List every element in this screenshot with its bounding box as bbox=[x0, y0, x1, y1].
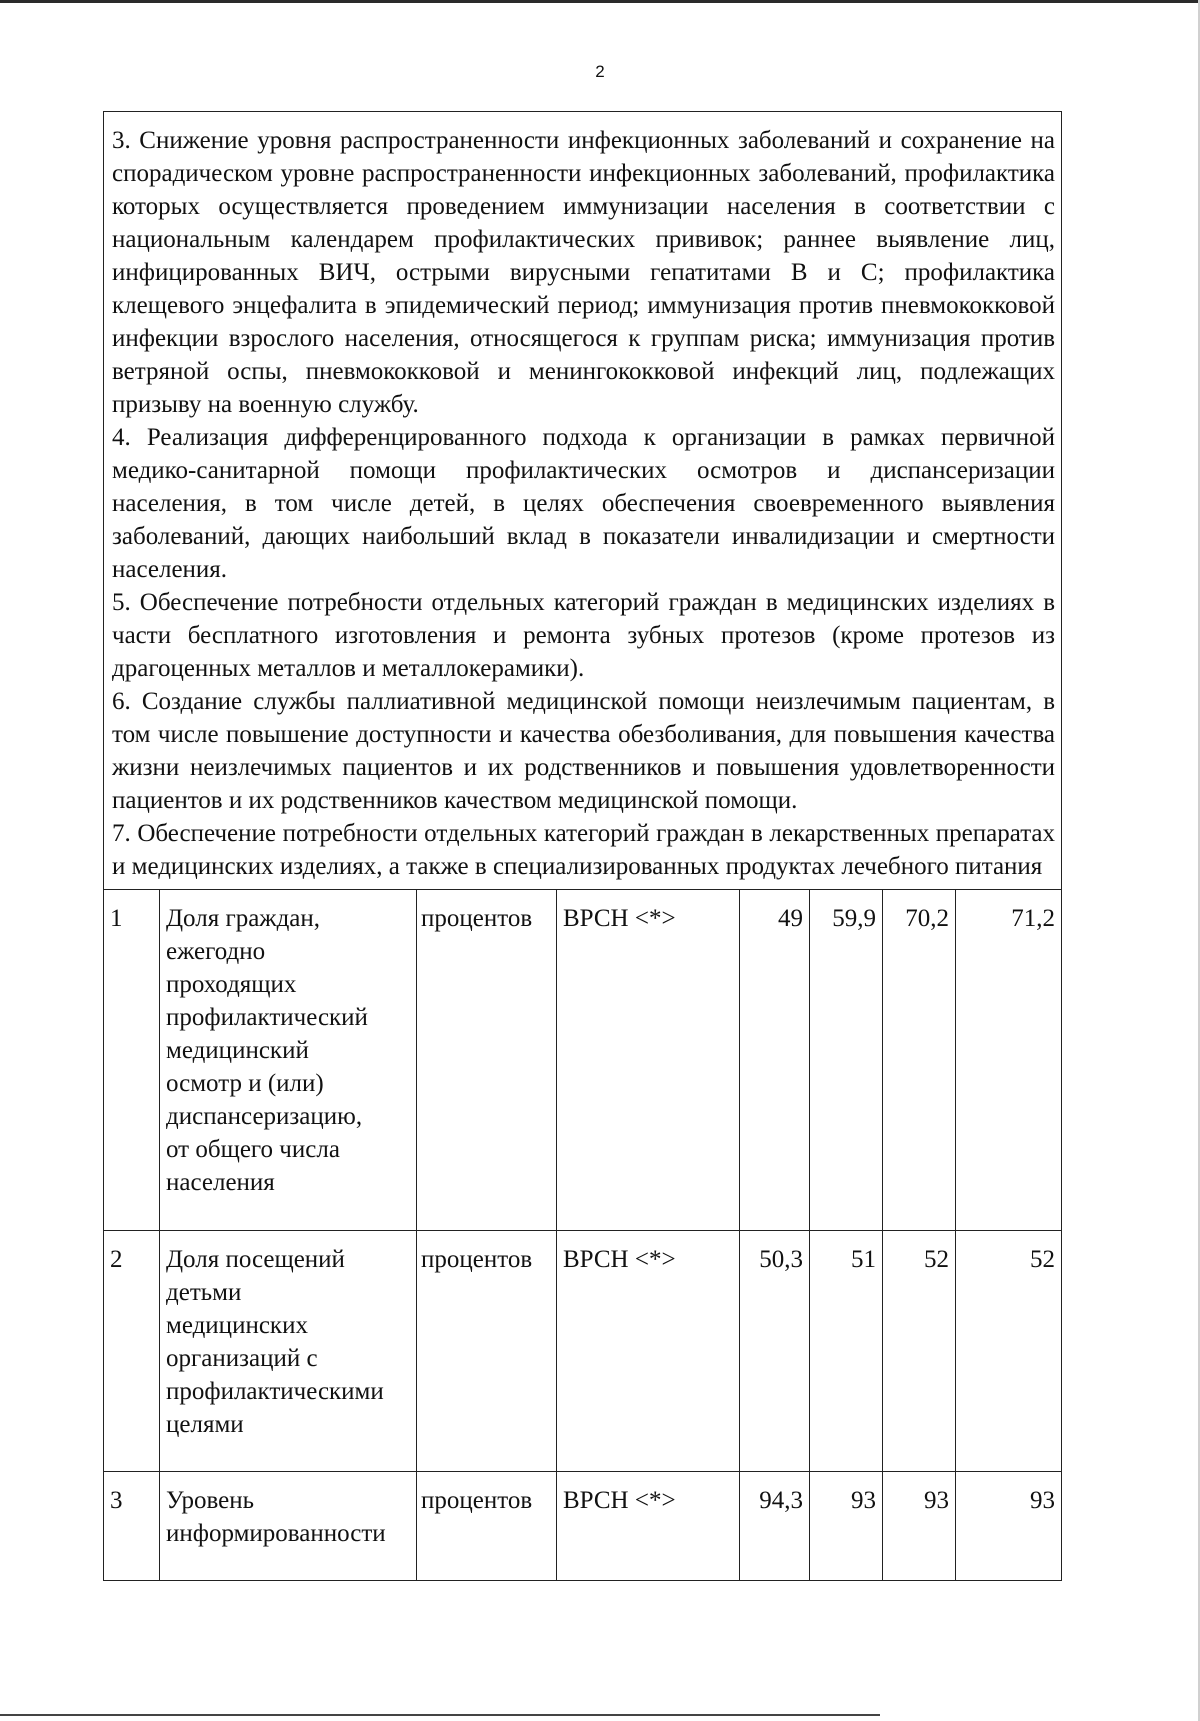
indicator-name-line: проходящих bbox=[166, 971, 297, 998]
value-cell: 51 bbox=[810, 1231, 883, 1472]
unit-cell: процентов bbox=[417, 1472, 557, 1581]
value-cell: 70,2 bbox=[883, 890, 956, 1231]
task-paragraph-5: 5. Обеспечение потребности отдельных категорий граждан в медицинских изделиях в части бесплатного изготовления и ремонта зубных протезов (кроме протезов из драгоценных металлов и металлокерамики). bbox=[112, 589, 1056, 682]
indicator-name-line: медицинских bbox=[166, 1312, 308, 1339]
indicator-name-line: Доля посещений bbox=[166, 1246, 345, 1273]
source-cell: ВРСН <*> bbox=[557, 890, 740, 1231]
indicator-name-line: диспансеризацию, bbox=[166, 1103, 363, 1130]
row-number: 1 bbox=[104, 890, 160, 1231]
value-cell: 93 bbox=[956, 1472, 1062, 1581]
page-number: 2 bbox=[595, 62, 605, 81]
value-cell: 50,3 bbox=[740, 1231, 810, 1472]
indicator-name-line: медицинский bbox=[166, 1037, 309, 1064]
indicator-name-line: Доля граждан, bbox=[166, 905, 321, 932]
intro-row bbox=[104, 112, 1062, 890]
indicator-name-line: целями bbox=[166, 1411, 244, 1438]
scan-top-edge bbox=[0, 0, 1200, 3]
indicator-name bbox=[160, 1231, 417, 1472]
row-number: 3 bbox=[104, 1472, 160, 1581]
indicator-name bbox=[160, 890, 417, 1231]
source-cell: ВРСН <*> bbox=[557, 1472, 740, 1581]
task-paragraph-6: 6. Создание службы паллиативной медицинской помощи неизлечимым пациентам, в том числе повышение доступности и качества обезболивания, для повышения качества жизни неизлечимых пациентов и их родственников и повышения удовлетворенности пациентов и их родственников качеством медицинской помощи. bbox=[112, 688, 1056, 814]
value-cell: 71,2 bbox=[956, 890, 1062, 1231]
value-cell: 52 bbox=[883, 1231, 956, 1472]
value-cell: 93 bbox=[810, 1472, 883, 1581]
indicator-name-line: Уровень bbox=[166, 1487, 255, 1514]
tasks-cell bbox=[104, 112, 1062, 890]
indicator-name-line: ежегодно bbox=[166, 938, 266, 965]
row-number: 2 bbox=[104, 1231, 160, 1472]
table-row bbox=[104, 1231, 1062, 1472]
value-cell: 59,9 bbox=[810, 890, 883, 1231]
indicator-name-line: детьми bbox=[166, 1279, 242, 1306]
value-cell: 93 bbox=[883, 1472, 956, 1581]
unit-cell: процентов bbox=[417, 890, 557, 1231]
indicator-name-line: осмотр и (или) bbox=[166, 1070, 324, 1097]
task-paragraph-3: 3. Снижение уровня распространенности инфекционных заболеваний и сохранение на спорадическом уровне распространенности инфекционных заболеваний, профилактика которых осуществляется проведением иммунизации населения в соответствии с национальным календарем профилактических прививок; раннее выявление лиц, инфицированных ВИЧ, острыми вирусными гепатитами В и С; профилактика клещевого энцефалита в эпидемический период; иммунизация против пневмококковой инфекции взрослого населения, относящегося к группам риска; иммунизация против ветряной оспы, пневмококковой и менингококковой инфекций лиц, подлежащих призыву на военную службу. bbox=[112, 127, 1056, 418]
table-row bbox=[104, 890, 1062, 1231]
value-cell: 94,3 bbox=[740, 1472, 810, 1581]
indicator-name-line: организаций с bbox=[166, 1345, 318, 1372]
task-paragraph-4: 4. Реализация дифференцированного подхода к организации в рамках первичной медико-санитарной помощи профилактических осмотров и диспансеризации населения, в том числе детей, в целях обеспечения своевременного выявления заболеваний, дающих наибольший вклад в показатели инвалидизации и смертности населения. bbox=[112, 424, 1056, 583]
indicator-name-line: профилактическими bbox=[166, 1378, 384, 1405]
unit-cell: процентов bbox=[417, 1231, 557, 1472]
value-cell: 49 bbox=[740, 890, 810, 1231]
indicators-table bbox=[103, 111, 1062, 1581]
source-cell: ВРСН <*> bbox=[557, 1231, 740, 1472]
indicator-name-line: населения bbox=[166, 1169, 275, 1196]
indicator-name-line: от общего числа bbox=[166, 1136, 340, 1163]
value-cell: 52 bbox=[956, 1231, 1062, 1472]
scan-bottom-edge bbox=[0, 1714, 880, 1716]
indicator-name-line: профилактический bbox=[166, 1004, 368, 1031]
task-paragraph-7: 7. Обеспечение потребности отдельных категорий граждан в лекарственных препаратах и медицинских изделиях, а также в специализированных продуктах лечебного питания bbox=[112, 820, 1056, 880]
indicator-name bbox=[160, 1472, 417, 1581]
indicator-name-line: информированности bbox=[166, 1520, 386, 1547]
table-row bbox=[104, 1472, 1062, 1581]
